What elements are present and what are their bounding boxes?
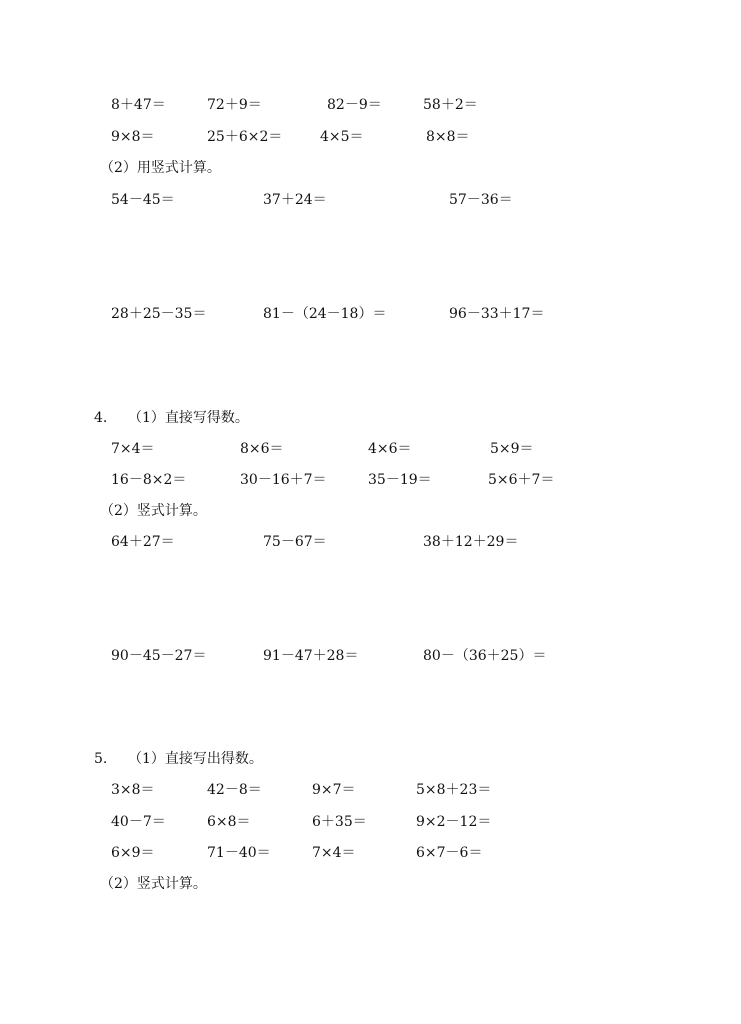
problem: 71－40＝: [207, 845, 271, 861]
vertical-problem: 37＋24＝: [263, 192, 327, 208]
vertical-problem: 38＋12＋29＝: [423, 534, 519, 550]
vertical-problem: 91－47＋28＝: [263, 648, 359, 664]
section-heading: （2）竖式计算。: [100, 503, 207, 519]
vertical-problem: 80－（36＋25）＝: [423, 648, 547, 664]
problem: 8×6＝: [240, 441, 284, 457]
problem: 8＋47＝: [111, 97, 166, 113]
problem: 5×8＋23＝: [416, 782, 492, 798]
problem: 6×7－6＝: [416, 845, 483, 861]
problem: 25＋6×2＝: [207, 129, 283, 145]
problem: 7×4＝: [111, 441, 155, 457]
vertical-problem: 81－（24－18）＝: [263, 306, 387, 322]
problem: 7×4＝: [312, 845, 356, 861]
problem: 5×6＋7＝: [488, 472, 555, 488]
problem: 9×7＝: [312, 782, 356, 798]
vertical-problem: 75－67＝: [263, 534, 327, 550]
problem: 35－19＝: [368, 472, 432, 488]
vertical-problem: 90－45－27＝: [111, 648, 207, 664]
vertical-problem: 96－33＋17＝: [449, 306, 545, 322]
problem: 42－8＝: [207, 782, 262, 798]
problem: 9×2－12＝: [416, 814, 492, 830]
vertical-problem: 57－36＝: [449, 192, 513, 208]
question-number: 5.: [94, 751, 108, 767]
vertical-problem: 28＋25－35＝: [111, 306, 207, 322]
problem: 72＋9＝: [207, 97, 262, 113]
problem: 16－8×2＝: [111, 472, 187, 488]
section-heading: （2）竖式计算。: [100, 876, 207, 892]
problem: 4×5＝: [320, 129, 364, 145]
problem: 6＋35＝: [312, 814, 367, 830]
question-number: 4.: [94, 410, 108, 426]
problem: 8×8＝: [426, 129, 470, 145]
problem: 6×9＝: [111, 845, 155, 861]
problem: 40－7＝: [111, 814, 166, 830]
problem: 4×6＝: [368, 441, 412, 457]
problem: 30－16＋7＝: [240, 472, 327, 488]
section-heading: （1）直接写出得数。: [128, 751, 263, 767]
vertical-problem: 54－45＝: [111, 192, 175, 208]
problem: 82－9＝: [327, 97, 382, 113]
problem: 3×8＝: [111, 782, 155, 798]
problem: 9×8＝: [111, 129, 155, 145]
section-heading: （1）直接写得数。: [128, 410, 249, 426]
problem: 6×8＝: [207, 814, 251, 830]
problem: 58＋2＝: [423, 97, 478, 113]
vertical-problem: 64＋27＝: [111, 534, 175, 550]
section-heading: （2）用竖式计算。: [100, 160, 221, 176]
problem: 5×9＝: [490, 441, 534, 457]
